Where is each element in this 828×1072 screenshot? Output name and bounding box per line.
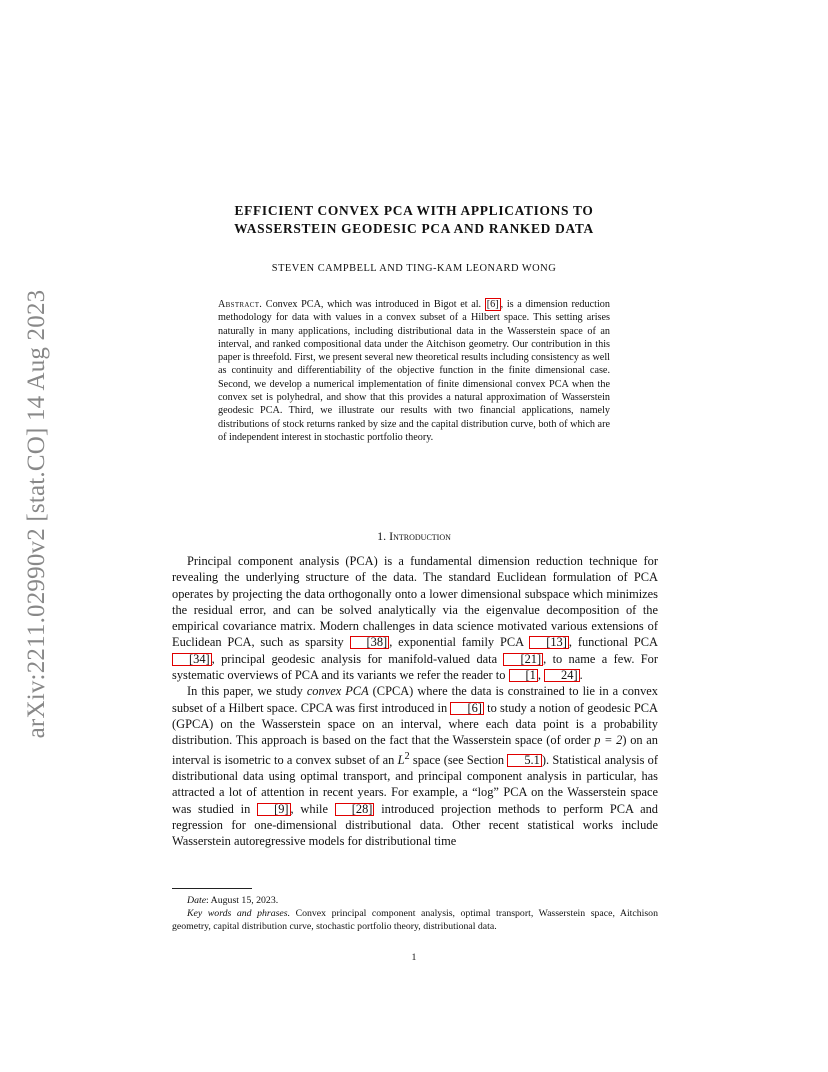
abstract (218, 298, 610, 444)
page-number: 1 (411, 952, 417, 963)
title-line-2: WASSERSTEIN GEODESIC PCA AND RANKED DATA (234, 221, 594, 236)
text-run: , (537, 668, 545, 683)
math-expression: p = 2 (594, 733, 623, 748)
arxiv-identifier: arXiv:2211.02990v2 [stat.CO] 14 Aug 2023 (23, 289, 50, 739)
math-expression: L (397, 752, 405, 767)
text-run: introduced projection methods to perform PCA and regression for one-dimensional distributional data. Other recent statistical works include Wasserstein autoregressive models for distributional time (172, 801, 659, 849)
section-heading (160, 529, 668, 544)
footnote-rule (172, 888, 252, 889)
abstract-label: Abstract. (218, 299, 263, 310)
citation-link[interactable]: [6] (486, 299, 499, 310)
footnote-label: Date (187, 895, 207, 906)
arxiv-sidebar-stamp (20, 280, 54, 748)
citation-link[interactable]: [28] (335, 803, 375, 816)
citation-link[interactable]: [13] (529, 636, 569, 649)
citation-link[interactable]: [9] (257, 803, 290, 816)
text-run: In this paper, we study (187, 684, 307, 699)
text-run: space (see Section (409, 752, 508, 767)
math-superscript: 2 (404, 750, 410, 762)
title-line-1: EFFICIENT CONVEX PCA WITH APPLICATIONS TO (234, 203, 594, 218)
citation-link[interactable]: [1 (509, 669, 538, 682)
body-text (172, 553, 658, 849)
text-run: . (579, 668, 583, 683)
paragraph (172, 553, 658, 683)
citation-link[interactable]: [34] (172, 653, 212, 666)
citation-link[interactable]: [21] (503, 653, 543, 666)
text-run: , functional PCA (568, 635, 658, 650)
citation-link[interactable]: 24] (544, 669, 580, 682)
text-run: , principal geodesic analysis for manifold-valued data (211, 651, 504, 666)
abstract-text: , is a dimension reduction methodology for data with values in a convex subset of a Hilbert space. This setting arises naturally in many applications, including distributional data in the Wasserstein space of an interval, and ranked compositional data under the Aitchison geometry. Our contribution in this paper is threefold. First, we present several new theoretical results including consistency as well as continuity and differentiability of the objective function in the finite dimensional case. Second, we develop a numerical implementation of finite dimensional convex PCA when the convex set is polyhedral, and show that this provides a natural approximation of Wasserstein geodesic PCA. Third, we illustrate our results with two financial applications, namely distributions of stock returns ranked by size and the capital distribution curve, both of which are of independent interest in stochastic portfolio theory. (218, 299, 610, 443)
footnotes (172, 894, 658, 933)
section-number: 1. (377, 529, 387, 543)
text-run: to study a notion of geodesic PCA (GPCA) on the Wasserstein space on an interval, where each data point is a probability distribution. This approach is based on the fact that the Wasserstein space (of order (172, 700, 658, 748)
text-run: ) on an interval is isometric to a convex subset of an (172, 733, 658, 767)
footnote-date (172, 894, 658, 907)
text-run: Principal component analysis (PCA) is a fundamental dimension reduction technique for revealing the underlying structure of the data. The standard Euclidean formulation of PCA operates by projecting the data orthogonally onto a lower dimensional subspace which minimizes the residual error, and can be solved analytically via the eigenvalue decomposition of the empirical covariance matrix. Modern challenges in data science motivated various extensions of Euclidean PCA, such as sparsity (172, 554, 658, 650)
text-run: , exponential family PCA (389, 635, 530, 650)
footnote-keywords (172, 907, 658, 933)
citation-link[interactable]: [6] (450, 702, 483, 715)
section-link[interactable]: 5.1 (507, 754, 542, 767)
paper-title (160, 202, 668, 238)
abstract-text: Convex PCA, which was introduced in Bigot et al. (262, 299, 485, 310)
paper-authors: STEVEN CAMPBELL AND TING-KAM LEONARD WONG (271, 263, 557, 274)
text-run: , to name a few. For systematic overviews of PCA and its variants we refer the reader to (172, 651, 659, 683)
text-run: (CPCA) where the data is constrained to lie in a convex subset of a Hilbert space. CPCA was first introduced in (172, 684, 658, 715)
text-run: , while (290, 801, 335, 816)
emphasis-term: convex PCA (306, 684, 369, 699)
text-run: ). Statistical analysis of distributional data using optimal transport, and principal component analysis in particular, has attracted a lot of attention in recent years. For example, a “log” PCA on the Wasserstein space was studied in (172, 752, 658, 816)
footnote-label: Key words and phrases. (187, 908, 291, 919)
citation-link[interactable]: [38] (350, 636, 390, 649)
footnote-text: Convex principal component analysis, optimal transport, Wasserstein space, Aitchison geometry, capital distribution curve, stochastic portfolio theory, distributional data. (172, 908, 658, 932)
section-title: Introduction (389, 529, 451, 543)
paragraph (172, 683, 658, 849)
footnote-text: : August 15, 2023. (206, 895, 279, 906)
